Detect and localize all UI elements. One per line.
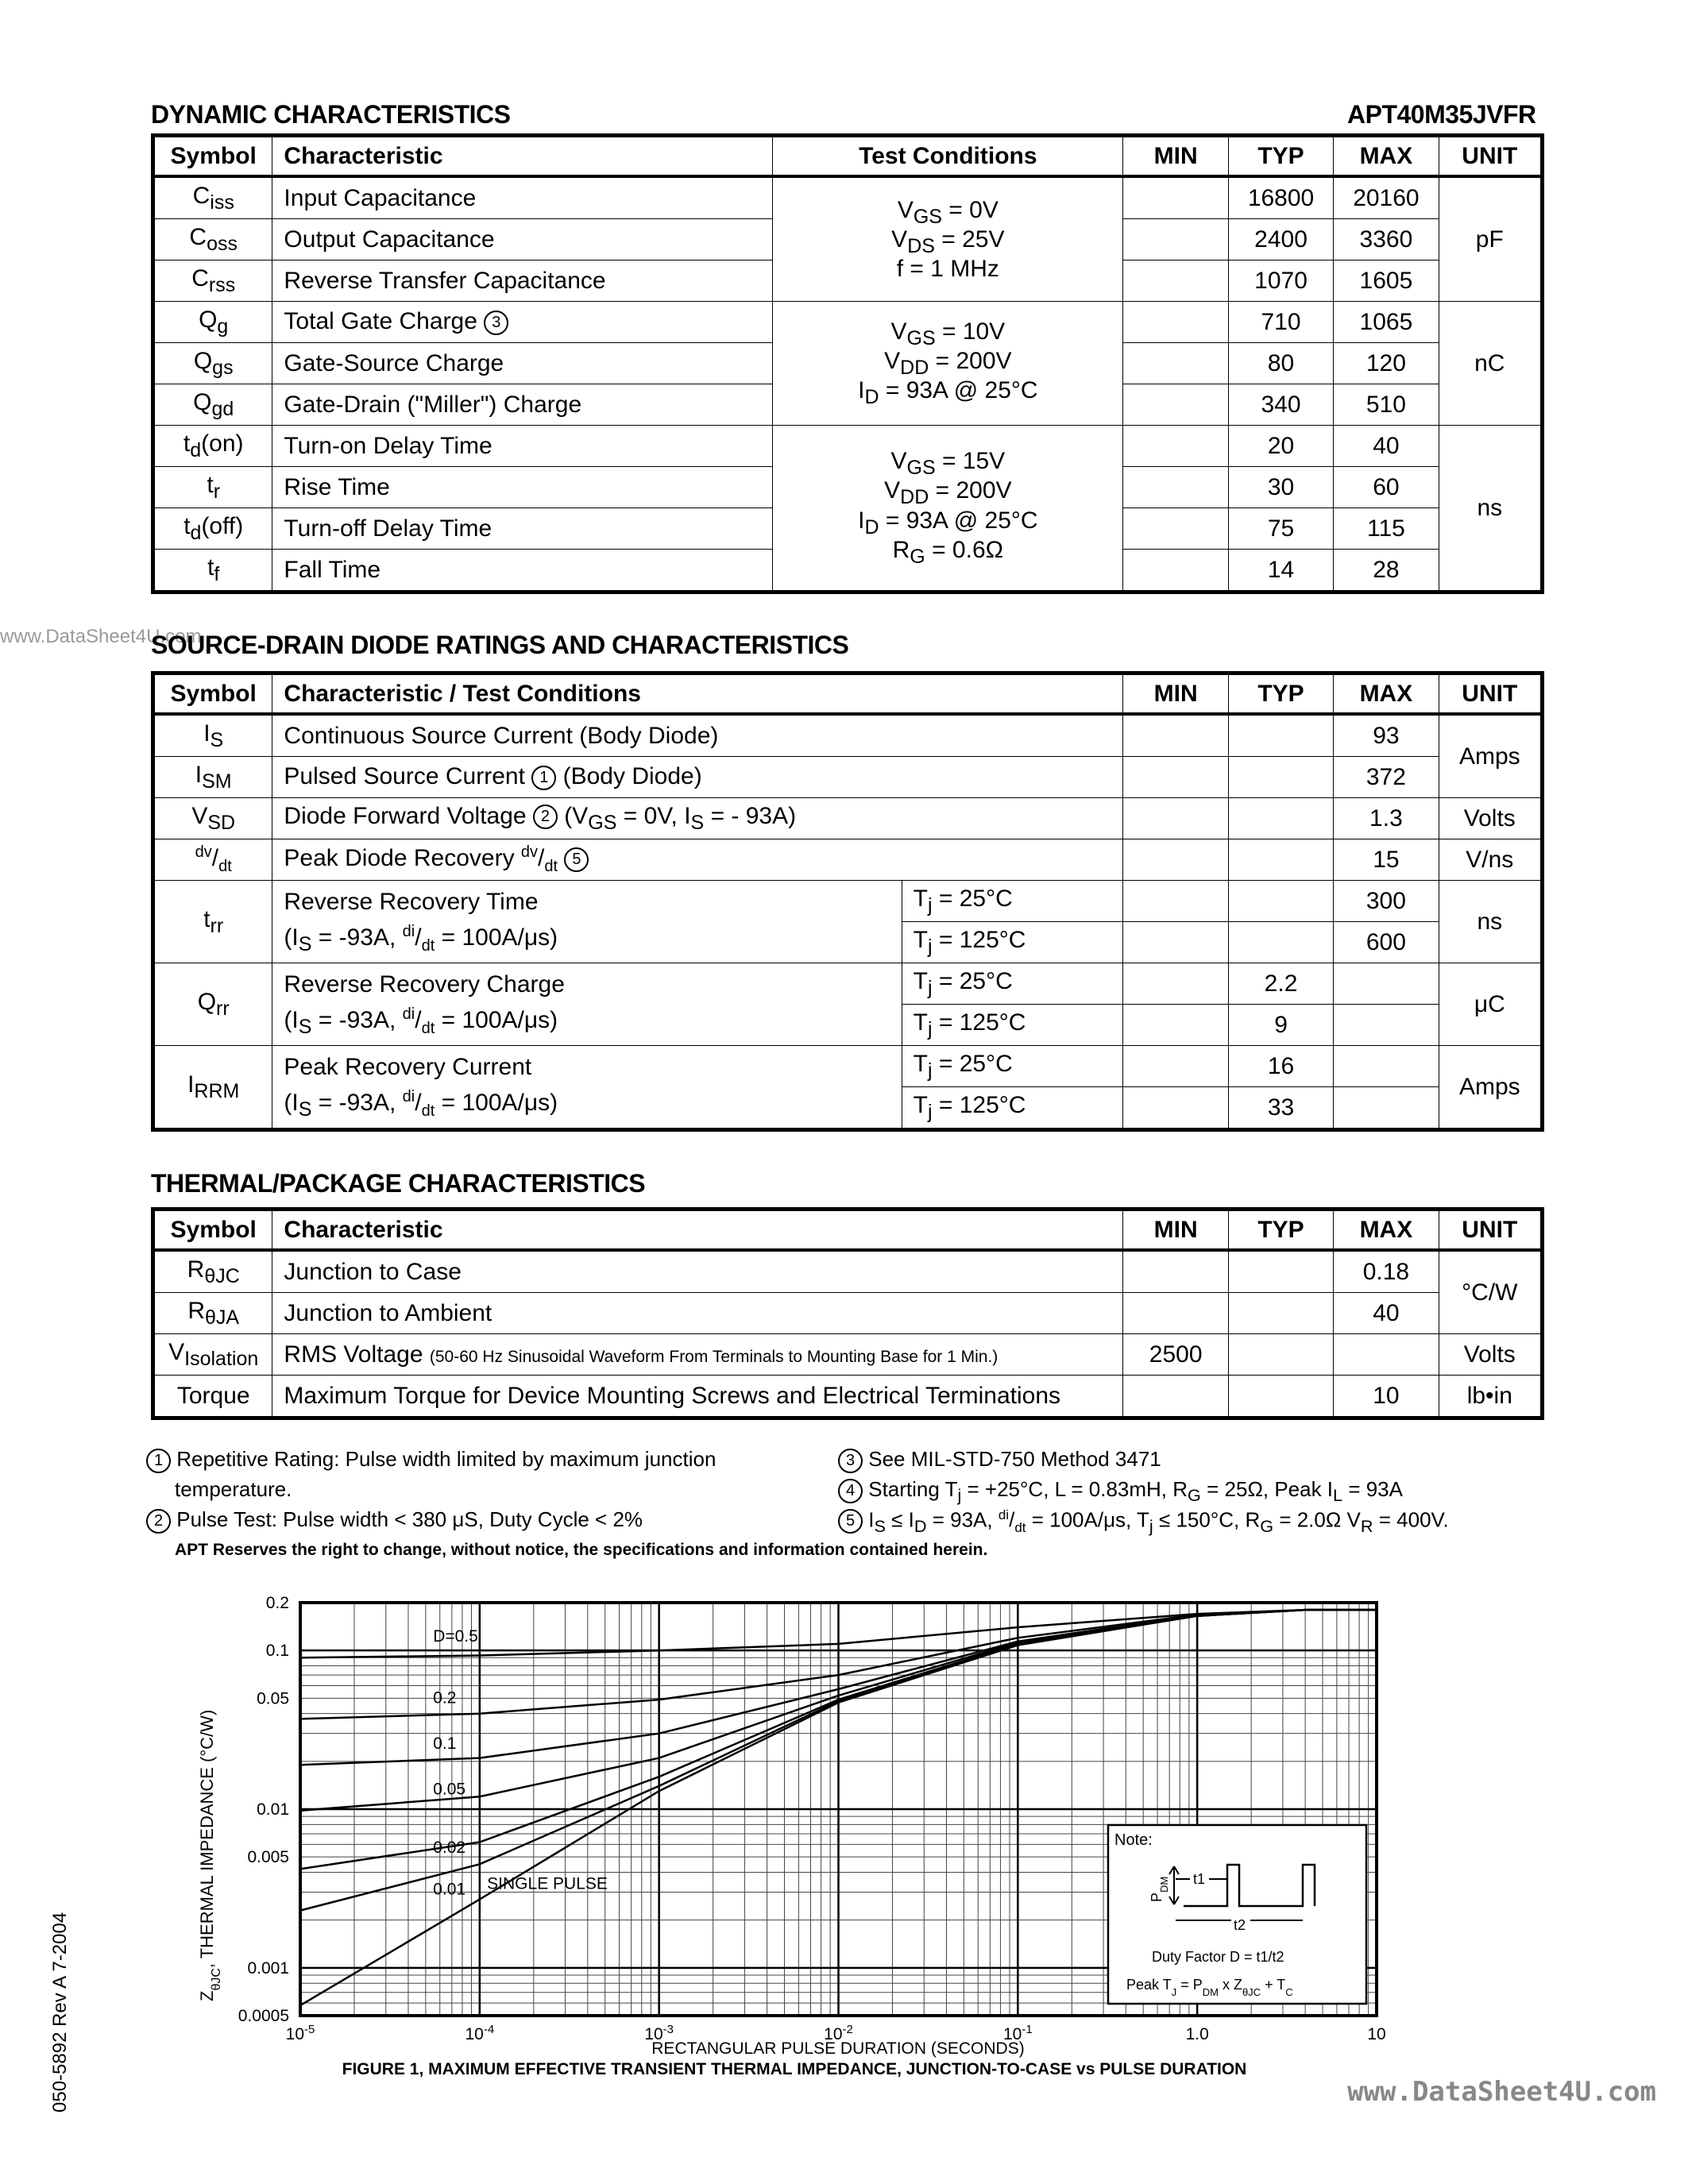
- max-cell: 40: [1334, 426, 1439, 467]
- peak-tj-text: Peak $T_J = P_{DM}$ x $Z_{\theta JC} + T_C$: [1126, 1977, 1293, 1998]
- max-cell: 120: [1334, 343, 1439, 384]
- symbol-cell: $t_d(off)$: [153, 508, 272, 550]
- unit-cell: ns: [1439, 881, 1542, 963]
- test-conditions-cell: $V_{GS} = 10V$ $V_{DD} = 200V$ $I_D = 93A$ @ 25°C: [773, 302, 1123, 426]
- typ-cell: 80: [1228, 343, 1333, 384]
- unit-cell: ns: [1439, 426, 1542, 592]
- col-header: Symbol: [153, 1210, 272, 1251]
- col-header: Test Conditions: [773, 136, 1123, 177]
- characteristic-cell: Fall Time: [272, 550, 773, 592]
- min-cell: [1123, 881, 1228, 922]
- symbol-cell: $t_f$: [153, 550, 272, 592]
- max-cell: [1334, 1046, 1439, 1087]
- col-header: TYP: [1228, 136, 1333, 177]
- symbol-cell: $I_S$: [153, 714, 272, 757]
- chart-title: FIGURE 1, MAXIMUM EFFECTIVE TRANSIENT THERMAL IMPEDANCE, JUNCTION-TO-CASE vs PULSE DURATION: [342, 2060, 1247, 2078]
- thermal-impedance-chart: [0, 1580, 1688, 2120]
- symbol-cell: $t_d(on)$: [153, 426, 272, 467]
- max-cell: 1065: [1334, 302, 1439, 343]
- typ-cell: 16800: [1228, 176, 1333, 219]
- tj-cell: $T_j = 125^\circ C$: [902, 1005, 1123, 1046]
- series-label: D=0.5: [433, 1627, 478, 1646]
- curve-labels: [433, 1627, 608, 1898]
- table-header-row: [153, 1210, 1543, 1251]
- min-cell: [1123, 384, 1228, 426]
- typ-cell: [1228, 714, 1333, 757]
- pdm-label: $P_{DM}$: [1149, 1876, 1170, 1902]
- tj-cell: $T_j = 125^\circ C$: [902, 922, 1123, 963]
- note-5-icon: 5: [564, 847, 589, 872]
- max-cell: [1334, 1334, 1439, 1376]
- min-cell: [1123, 798, 1228, 839]
- note-2: 2 Pulse Test: Pulse width < 380 μS, Duty Cycle < 2%: [146, 1507, 643, 1534]
- col-header: MAX: [1334, 673, 1439, 715]
- min-cell: [1123, 260, 1228, 302]
- max-cell: 93: [1334, 714, 1439, 757]
- max-cell: 372: [1334, 757, 1439, 798]
- x-tick-label: $10^{-1}$: [1002, 2022, 1033, 2043]
- series-label: 0.01: [433, 1880, 466, 1899]
- unit-cell: Volts: [1439, 1334, 1542, 1376]
- x-tick-label: 10: [1367, 2025, 1386, 2043]
- col-header: MIN: [1123, 136, 1228, 177]
- col-header: MAX: [1334, 1210, 1439, 1251]
- symbol-cell: $Q_{rr}$: [153, 963, 272, 1046]
- dynamic-table: [151, 133, 1544, 594]
- x-tick-label: $10^{-2}$: [824, 2022, 853, 2043]
- y-tick-label: 0.2: [265, 1594, 289, 1612]
- max-cell: 0.18: [1334, 1250, 1439, 1293]
- min-cell: [1123, 1293, 1228, 1334]
- max-cell: 15: [1334, 839, 1439, 881]
- max-cell: 60: [1334, 467, 1439, 508]
- document-revision: 050-5892 Rev A 7-2004: [49, 1912, 71, 2113]
- symbol-cell: $R_{\theta JA}$: [153, 1293, 272, 1334]
- tj-cell: $T_j = 25^\circ C$: [902, 881, 1123, 922]
- col-header: MIN: [1123, 1210, 1228, 1251]
- table-row: [153, 1334, 1543, 1376]
- symbol-cell: $V_{SD}$: [153, 798, 272, 839]
- symbol-cell: $Q_g$: [153, 302, 272, 343]
- col-header: UNIT: [1439, 673, 1542, 715]
- max-cell: [1334, 963, 1439, 1005]
- min-cell: [1123, 219, 1228, 260]
- col-header: Characteristic / Test Conditions: [272, 673, 1123, 715]
- col-header: MAX: [1334, 136, 1439, 177]
- unit-cell: V/ns: [1439, 839, 1542, 881]
- y-tick-labels: [238, 1594, 289, 2025]
- min-cell: [1123, 467, 1228, 508]
- characteristic-cell: Reverse Transfer Capacitance: [272, 260, 773, 302]
- x-tick-label: $10^{-4}$: [465, 2022, 495, 2043]
- t2-label: t2: [1234, 1917, 1246, 1933]
- tj-cell: $T_j = 25^\circ C$: [902, 963, 1123, 1005]
- unit-cell: °C/W: [1439, 1250, 1542, 1334]
- max-cell: 115: [1334, 508, 1439, 550]
- col-header: TYP: [1228, 1210, 1333, 1251]
- unit-cell: nC: [1439, 302, 1542, 426]
- note-3: 3 See MIL-STD-750 Method 3471: [838, 1447, 1161, 1473]
- characteristic-cell: Gate-Source Charge: [272, 343, 773, 384]
- max-cell: 510: [1334, 384, 1439, 426]
- table-row: [153, 1293, 1543, 1334]
- min-cell: [1123, 922, 1228, 963]
- min-cell: [1123, 963, 1228, 1005]
- series-label: SINGLE PULSE: [487, 1874, 608, 1893]
- unit-cell: lb•in: [1439, 1376, 1542, 1418]
- col-header: UNIT: [1439, 1210, 1542, 1251]
- source-drain-title: SOURCE-DRAIN DIODE RATINGS AND CHARACTERISTICS: [151, 631, 849, 659]
- unit-cell: Amps: [1439, 714, 1542, 798]
- tj-cell: $T_j = 25^\circ C$: [902, 1046, 1123, 1087]
- typ-cell: 30: [1228, 467, 1333, 508]
- tj-cell: $T_j = 125^\circ C$: [902, 1087, 1123, 1130]
- table-row: [153, 798, 1543, 839]
- typ-cell: [1228, 839, 1333, 881]
- typ-cell: 2.2: [1228, 963, 1333, 1005]
- unit-cell: pF: [1439, 176, 1542, 302]
- series-label: 0.2: [433, 1688, 457, 1707]
- source-drain-table: [151, 671, 1544, 1132]
- symbol-cell: Torque: [153, 1376, 272, 1418]
- min-cell: [1123, 550, 1228, 592]
- symbol-cell: $V_{Isolation}$: [153, 1334, 272, 1376]
- characteristic-cell: Gate-Drain ("Miller") Charge: [272, 384, 773, 426]
- table-row: [153, 881, 1543, 922]
- table-row: [153, 1250, 1543, 1293]
- y-tick-label: 0.05: [257, 1689, 289, 1708]
- symbol-cell: $I_{RRM}$: [153, 1046, 272, 1130]
- table-header-row: [153, 136, 1543, 177]
- y-tick-label: 0.001: [247, 1958, 289, 1978]
- max-cell: 20160: [1334, 176, 1439, 219]
- typ-cell: [1228, 1334, 1333, 1376]
- t1-label: t1: [1193, 1871, 1206, 1887]
- typ-cell: [1228, 757, 1333, 798]
- typ-cell: 340: [1228, 384, 1333, 426]
- table-header-row: [153, 673, 1543, 715]
- min-cell: [1123, 839, 1228, 881]
- inset-note: [1108, 1825, 1366, 2004]
- test-conditions-cell: $V_{GS} = 0V$ $V_{DS} = 25V$ f = 1 MHz: [773, 176, 1123, 302]
- note-3-icon: 3: [484, 311, 508, 335]
- note-4: 4 Starting $T_j = +25^\circ C$, L = 0.83mH, $R_G = 25\Omega$, Peak $I_L = 93A$: [838, 1477, 1403, 1506]
- symbol-cell: $Q_{gd}$: [153, 384, 272, 426]
- typ-cell: 75: [1228, 508, 1333, 550]
- characteristic-cell: Peak Diode Recovery $^{dv}/_{dt}$ 5: [272, 839, 1123, 881]
- table-row: [153, 302, 1543, 343]
- characteristic-cell: Reverse Recovery Charge ($I_S = -93A$, $^{di}/_{dt} = 100A/\mu s$): [272, 963, 902, 1046]
- col-header: UNIT: [1439, 136, 1542, 177]
- watermark-left: www.DataSheet4U.com: [0, 626, 202, 647]
- typ-cell: 33: [1228, 1087, 1333, 1130]
- series-label: 0.1: [433, 1734, 457, 1754]
- unit-cell: μC: [1439, 963, 1542, 1046]
- characteristic-cell: Turn-on Delay Time: [272, 426, 773, 467]
- max-cell: 10: [1334, 1376, 1439, 1418]
- reserve-notice: APT Reserves the right to change, without notice, the specifications and information contained herein.: [175, 1541, 988, 1559]
- min-cell: [1123, 1005, 1228, 1046]
- characteristic-cell: Maximum Torque for Device Mounting Screws and Electrical Terminations: [272, 1376, 1123, 1418]
- min-cell: [1123, 757, 1228, 798]
- x-tick-label: 1.0: [1185, 2025, 1209, 2043]
- characteristic-cell: Rise Time: [272, 467, 773, 508]
- table-row: [153, 714, 1543, 757]
- table-row: [153, 426, 1543, 467]
- typ-cell: 16: [1228, 1046, 1333, 1087]
- note-1-cont: temperature.: [175, 1477, 292, 1501]
- y-tick-label: 0.01: [257, 1800, 289, 1819]
- part-number: APT40M35JVFR: [1347, 100, 1536, 129]
- characteristic-cell: Input Capacitance: [272, 176, 773, 219]
- symbol-cell: $^{dv}/_{dt}$: [153, 839, 272, 881]
- typ-cell: [1228, 798, 1333, 839]
- col-header: Symbol: [153, 673, 272, 715]
- typ-cell: [1228, 922, 1333, 963]
- x-tick-label: $10^{-3}$: [644, 2022, 674, 2043]
- min-cell: 2500: [1123, 1334, 1228, 1376]
- table-row: [153, 963, 1543, 1005]
- typ-cell: 1070: [1228, 260, 1333, 302]
- symbol-cell: $C_{oss}$: [153, 219, 272, 260]
- x-axis-label: RECTANGULAR PULSE DURATION (SECONDS): [651, 2039, 1025, 2058]
- typ-cell: 14: [1228, 550, 1333, 592]
- typ-cell: 710: [1228, 302, 1333, 343]
- typ-cell: 9: [1228, 1005, 1333, 1046]
- max-cell: 1.3: [1334, 798, 1439, 839]
- watermark-right: www.DataSheet4U.com: [1347, 2076, 1656, 2108]
- table-row: [153, 839, 1543, 881]
- characteristic-cell: Total Gate Charge 3: [272, 302, 773, 343]
- typ-cell: [1228, 1376, 1333, 1418]
- symbol-cell: $C_{iss}$: [153, 176, 272, 219]
- series-label: 0.05: [433, 1780, 466, 1799]
- max-cell: [1334, 1005, 1439, 1046]
- x-tick-label: $10^{-5}$: [285, 2022, 315, 2043]
- col-header: Characteristic: [272, 1210, 1123, 1251]
- characteristic-cell: RMS Voltage (50-60 Hz Sinusoidal Waveform From Terminals to Mounting Base for 1 Min.): [272, 1334, 1123, 1376]
- thermal-title: THERMAL/PACKAGE CHARACTERISTICS: [151, 1169, 646, 1198]
- min-cell: [1123, 1087, 1228, 1130]
- characteristic-cell: Output Capacitance: [272, 219, 773, 260]
- symbol-cell: $I_{SM}$: [153, 757, 272, 798]
- table-row: [153, 1046, 1543, 1087]
- y-tick-label: 0.005: [247, 1848, 289, 1867]
- y-tick-label: 0.1: [265, 1642, 289, 1661]
- characteristic-cell: Diode Forward Voltage 2 ($V_{GS} = 0V$, $I_S$ = - 93A): [272, 798, 1123, 839]
- note-4-icon: 4: [838, 1479, 863, 1503]
- min-cell: [1123, 714, 1228, 757]
- note-3-icon: 3: [838, 1449, 863, 1473]
- min-cell: [1123, 302, 1228, 343]
- y-tick-label: 0.0005: [238, 2007, 289, 2025]
- duty-factor-text: Duty Factor D = t1/t2: [1152, 1949, 1284, 1965]
- max-cell: [1334, 1087, 1439, 1130]
- symbol-cell: $C_{rss}$: [153, 260, 272, 302]
- note-1-icon: 1: [146, 1449, 171, 1473]
- inset-note-label: Note:: [1114, 1831, 1153, 1849]
- typ-cell: [1228, 881, 1333, 922]
- typ-cell: [1228, 1250, 1333, 1293]
- typ-cell: [1228, 1293, 1333, 1334]
- min-cell: [1123, 426, 1228, 467]
- max-cell: 3360: [1334, 219, 1439, 260]
- note-5: 5 $I_S \le I_D = 93A$, $^{di}/_{dt} = 100A/\mu s$, $T_j \le 150^\circ C$, $R_G = 2.0\Omega$ $V_R = 400V$.: [838, 1507, 1449, 1537]
- note-1: 1 Repetitive Rating: Pulse width limited by maximum junction: [146, 1447, 716, 1473]
- characteristic-cell: Junction to Case: [272, 1250, 1123, 1293]
- symbol-cell: $Q_{gs}$: [153, 343, 272, 384]
- max-cell: 600: [1334, 922, 1439, 963]
- col-header: TYP: [1228, 673, 1333, 715]
- min-cell: [1123, 1046, 1228, 1087]
- test-conditions-cell: $V_{GS} = 15V$ $V_{DD} = 200V$ $I_D = 93A$ @ 25°C $R_G = 0.6\Omega$: [773, 426, 1123, 592]
- max-cell: 40: [1334, 1293, 1439, 1334]
- series-label: 0.02: [433, 1839, 466, 1858]
- unit-cell: Volts: [1439, 798, 1542, 839]
- min-cell: [1123, 1376, 1228, 1418]
- min-cell: [1123, 1250, 1228, 1293]
- characteristic-cell: Continuous Source Current (Body Diode): [272, 714, 1123, 757]
- characteristic-cell: Reverse Recovery Time ($I_S = -93A$, $^{di}/_{dt} = 100A/\mu s$): [272, 881, 902, 963]
- note-2-icon: 2: [533, 805, 558, 829]
- characteristic-cell: Peak Recovery Current ($I_S = -93A$, $^{di}/_{dt} = 100A/\mu s$): [272, 1046, 902, 1130]
- table-row: [153, 176, 1543, 219]
- min-cell: [1123, 508, 1228, 550]
- max-cell: 300: [1334, 881, 1439, 922]
- table-row: [153, 1376, 1543, 1418]
- unit-cell: Amps: [1439, 1046, 1542, 1130]
- note-2-icon: 2: [146, 1509, 171, 1534]
- col-header: Symbol: [153, 136, 272, 177]
- max-cell: 1605: [1334, 260, 1439, 302]
- thermal-table: [151, 1207, 1544, 1420]
- dynamic-title: DYNAMIC CHARACTERISTICS: [151, 100, 511, 129]
- typ-cell: 20: [1228, 426, 1333, 467]
- characteristic-cell: Pulsed Source Current 1 (Body Diode): [272, 757, 1123, 798]
- symbol-cell: $R_{\theta JC}$: [153, 1250, 272, 1293]
- min-cell: [1123, 343, 1228, 384]
- table-row: [153, 757, 1543, 798]
- min-cell: [1123, 176, 1228, 219]
- note-5-icon: 5: [838, 1509, 863, 1534]
- y-axis-label: $Z_{\theta JC}$, THERMAL IMPEDANCE (°C/W): [197, 1709, 223, 2001]
- characteristic-cell: Turn-off Delay Time: [272, 508, 773, 550]
- col-header: Characteristic: [272, 136, 773, 177]
- characteristic-cell: Junction to Ambient: [272, 1293, 1123, 1334]
- symbol-cell: $t_{rr}$: [153, 881, 272, 963]
- note-1-icon: 1: [531, 766, 556, 790]
- max-cell: 28: [1334, 550, 1439, 592]
- symbol-cell: $t_r$: [153, 467, 272, 508]
- col-header: MIN: [1123, 673, 1228, 715]
- typ-cell: 2400: [1228, 219, 1333, 260]
